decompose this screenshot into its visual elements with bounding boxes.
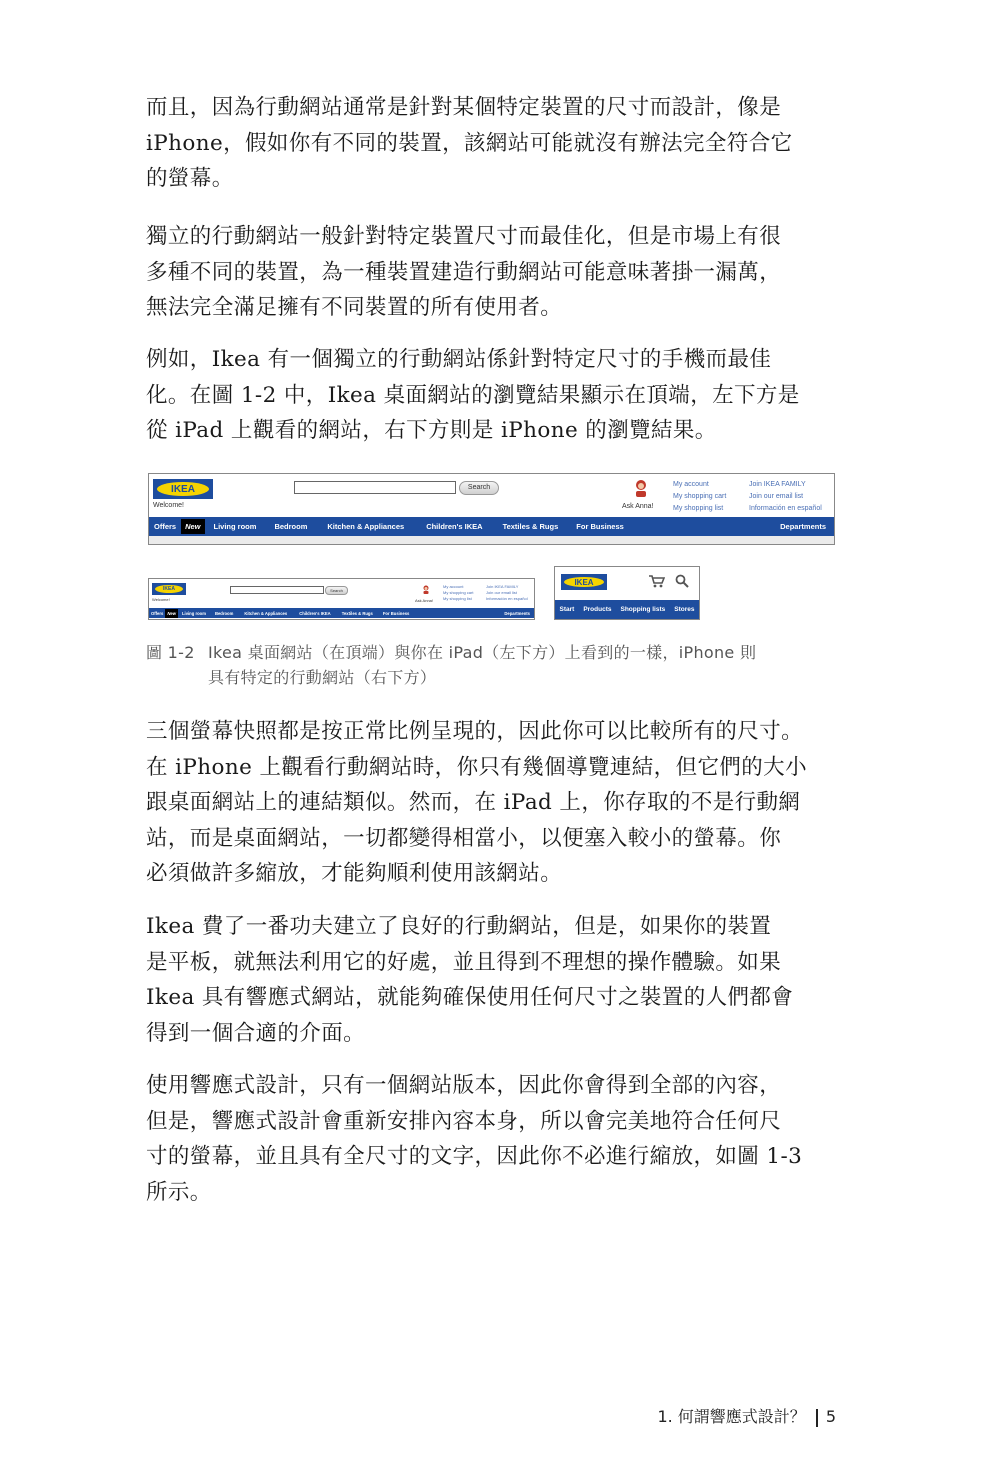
desktop-sub-bar <box>149 536 834 544</box>
nav-business[interactable]: For Business <box>382 610 410 616</box>
ikea-logo: IKEA <box>561 574 607 590</box>
page-footer <box>560 1404 836 1427</box>
iphone-nav-bar <box>555 600 699 619</box>
nav-kitchen[interactable]: Kitchen & Appliances <box>327 522 405 531</box>
search-input[interactable] <box>230 586 324 594</box>
my-shopping-list-link[interactable]: My shopping list <box>443 596 472 601</box>
my-account-link[interactable]: My account <box>673 481 709 488</box>
email-list-link[interactable]: Join our email list <box>486 590 517 595</box>
paragraph-line: 獨立的行動網站一般針對特定裝置尺寸而最佳化，但是市場上有很 <box>146 224 782 249</box>
paragraph-line: 寸的螢幕，並且具有全尺寸的文字，因此你不必進行縮放，如圖 1-3 <box>146 1144 803 1169</box>
join-family-link[interactable]: Join IKEA FAMILY <box>749 481 806 488</box>
ask-anna-link[interactable]: Ask Anna! <box>622 503 654 510</box>
paragraph-line: 使用響應式設計，只有一個網站版本，因此你會得到全部的內容， <box>146 1073 782 1098</box>
nav-bedroom[interactable]: Bedroom <box>214 610 234 616</box>
caption-line: Ikea 桌面網站（在頂端）與你在 iPad（左下方）上看到的一樣，iPhone 則 <box>208 643 757 662</box>
family-links <box>486 584 528 602</box>
family-links <box>749 479 822 515</box>
espanol-link[interactable]: Información en español <box>749 505 822 512</box>
page-number: 5 <box>825 1407 836 1426</box>
paragraph-4 <box>146 714 838 892</box>
iphone-screenshot <box>554 566 700 620</box>
email-list-link[interactable]: Join our email list <box>749 493 804 500</box>
search-button[interactable]: Search <box>459 481 499 495</box>
my-shopping-list-link[interactable]: My shopping list <box>673 505 724 512</box>
nav-start[interactable]: Start <box>559 606 575 613</box>
account-links <box>673 479 726 515</box>
nav-departments[interactable]: Departments <box>504 610 530 616</box>
paragraph-2 <box>146 219 838 326</box>
nav-textiles[interactable]: Textiles & Rugs <box>341 610 373 616</box>
search-input[interactable] <box>294 481 456 494</box>
paragraph-5 <box>146 909 838 1051</box>
paragraph-1 <box>146 90 838 197</box>
caption-line: 具有特定的行動網站（右下方） <box>208 668 437 687</box>
nav-kitchen[interactable]: Kitchen & Appliances <box>244 610 288 616</box>
ipad-nav-bar <box>149 608 534 618</box>
paragraph-line: 跟桌面網站上的連結類似。然而，在 iPad 上，你存取的不是行動網 <box>146 790 801 815</box>
figure-label: 圖 1-2 <box>146 643 195 662</box>
nav-living-room[interactable]: Living room <box>181 610 206 616</box>
paragraph-line: 在 iPhone 上觀看行動網站時，你只有幾個導覽連結，但它們的大小 <box>146 754 807 780</box>
paragraph-6 <box>146 1068 838 1210</box>
search-button[interactable]: Search <box>325 586 348 595</box>
anna-avatar-icon <box>422 585 430 594</box>
paragraph-line: 無法完全滿足擁有不同裝置的所有使用者。 <box>146 295 563 320</box>
nav-bedroom[interactable]: Bedroom <box>274 522 308 531</box>
paragraph-line: 化。在圖 1-2 中，Ikea 桌面網站的瀏覽結果顯示在頂端，左下方是 <box>146 382 800 408</box>
nav-textiles[interactable]: Textiles & Rugs <box>502 522 559 531</box>
nav-offers[interactable]: Offers <box>154 522 177 531</box>
nav-childrens[interactable]: Children's IKEA <box>299 610 331 616</box>
search-icon[interactable] <box>675 574 689 588</box>
ipad-screenshot <box>148 578 535 620</box>
paragraph-3 <box>146 342 838 449</box>
nav-childrens[interactable]: Children's IKEA <box>426 522 483 531</box>
nav-offers[interactable]: Offers <box>151 610 164 616</box>
my-shopping-cart-link[interactable]: My shopping cart <box>673 493 727 500</box>
espanol-link[interactable]: Información en español <box>486 596 528 601</box>
nav-new[interactable]: New <box>167 610 176 616</box>
cart-icon[interactable] <box>649 575 665 588</box>
caption-text <box>208 640 848 690</box>
nav-departments[interactable]: Departments <box>780 522 826 531</box>
my-account-link[interactable]: My account <box>443 584 464 589</box>
welcome-text: Welcome! <box>152 597 170 602</box>
nav-living-room[interactable]: Living room <box>213 522 257 531</box>
ikea-logo: IKEA <box>153 479 213 499</box>
nav-shopping-lists[interactable]: Shopping lists <box>620 606 666 613</box>
desktop-screenshot <box>148 473 835 545</box>
paragraph-line: 從 iPad 上觀看的網站，右下方則是 iPhone 的瀏覽結果。 <box>146 418 717 443</box>
chapter-title: 1. 何謂響應式設計？ <box>657 1407 806 1426</box>
ikea-logo: IKEA <box>152 583 186 595</box>
my-shopping-cart-link[interactable]: My shopping cart <box>443 590 474 595</box>
nav-stores[interactable]: Stores <box>674 606 695 613</box>
anna-avatar-icon <box>633 479 649 497</box>
paragraph-line: iPhone，假如你有不同的裝置，該網站可能就沒有辦法完全符合它 <box>146 130 793 156</box>
nav-products[interactable]: Products <box>583 606 612 613</box>
desktop-nav-bar <box>149 517 834 536</box>
paragraph-line: Ikea 費了一番功夫建立了良好的行動網站，但是，如果你的裝置 <box>146 914 772 939</box>
paragraph-line: Ikea 具有響應式網站，就能夠確保使用任何尺寸之裝置的人們都會 <box>146 985 794 1010</box>
paragraph-line: 三個螢幕快照都是按正常比例呈現的，因此你可以比較所有的尺寸。 <box>146 719 804 744</box>
ask-anna-link[interactable]: Ask Anna! <box>415 598 434 603</box>
paragraph-line: 是平板，就無法利用它的好處，並且得到不理想的操作體驗。如果 <box>146 949 782 975</box>
paragraph-line: 必須做許多縮放，才能夠順利使用該網站。 <box>146 861 563 886</box>
paragraph-line: 多種不同的裝置，為一種裝置建造行動網站可能意味著掛一漏萬， <box>146 259 782 285</box>
footer-divider <box>816 1409 818 1427</box>
welcome-text: Welcome! <box>153 502 184 509</box>
paragraph-line: 例如，Ikea 有一個獨立的行動網站係針對特定尺寸的手機而最佳 <box>146 347 772 372</box>
account-links <box>443 584 473 602</box>
nav-new[interactable]: New <box>181 519 204 534</box>
join-family-link[interactable]: Join IKEA FAMILY <box>486 584 519 589</box>
paragraph-line: 站，而是桌面網站，一切都變得相當小，以便塞入較小的螢幕。你 <box>146 825 782 851</box>
paragraph-line: 得到一個合適的介面。 <box>146 1020 366 1046</box>
nav-business[interactable]: For Business <box>576 522 624 531</box>
paragraph-line: 但是，響應式設計會重新安排內容本身，所以會完美地符合任何尺 <box>146 1108 782 1134</box>
paragraph-line: 的螢幕。 <box>146 166 234 191</box>
paragraph-line: 而且，因為行動網站通常是針對某個特定裝置的尺寸而設計，像是 <box>146 95 782 120</box>
paragraph-line: 所示。 <box>146 1179 212 1205</box>
